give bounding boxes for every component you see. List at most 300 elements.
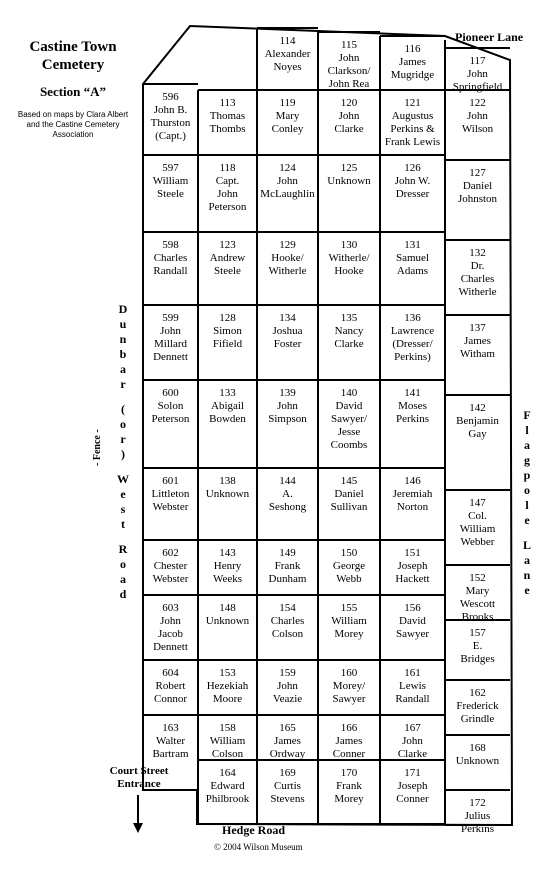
plot-name: Conner <box>332 748 366 760</box>
plot-number: 114 <box>279 35 296 47</box>
plot-name: Conner <box>396 793 429 805</box>
plot-name: Steele <box>214 265 241 277</box>
plot-number: 123 <box>219 239 236 251</box>
plot-name: Witham <box>460 348 495 360</box>
plot-cell-148 <box>206 602 250 627</box>
plot-number: 159 <box>279 667 296 679</box>
plot-name: Colson <box>211 748 244 760</box>
plot-number: 131 <box>404 239 421 251</box>
plot-name: Hooke <box>334 265 364 277</box>
plot-name: Colson <box>271 628 304 640</box>
plot-number: 133 <box>219 387 236 399</box>
road-letter: D <box>118 302 128 316</box>
plot-cell-115 <box>328 39 372 90</box>
plot-name: Webber <box>460 536 495 548</box>
plot-name: (Capt.) <box>155 130 186 142</box>
plot-number: 166 <box>340 722 358 734</box>
plot-number: 165 <box>279 722 296 734</box>
plot-number: 117 <box>469 55 486 67</box>
plot-number: 143 <box>219 547 236 559</box>
plot-name: Robert <box>155 680 186 692</box>
plot-name: Webster <box>152 573 189 585</box>
plot-number: 604 <box>162 667 179 679</box>
road-letter: e <box>120 487 126 501</box>
plot-cell-141 <box>396 387 429 425</box>
plot-name: Alexander <box>264 48 311 60</box>
plot-cell-143 <box>213 547 242 585</box>
plot-name: Sullivan <box>330 501 368 513</box>
plot-cell-122 <box>462 97 494 135</box>
plot-cell-597 <box>153 162 189 200</box>
plot-cell-155 <box>331 602 367 640</box>
plot-number: 601 <box>162 475 179 487</box>
road-letter: g <box>524 453 530 467</box>
road-letter: l <box>525 498 529 512</box>
road-letter: a <box>524 553 530 567</box>
plot-name: Clarkson/ <box>327 65 371 77</box>
plot-name: Steele <box>157 188 184 200</box>
plot-name: Morey/ <box>332 680 366 692</box>
plot-name: Perkins <box>396 413 429 425</box>
plot-name: Simon <box>213 325 242 337</box>
plot-name: Morey <box>334 793 364 805</box>
plot-name: Sawyer <box>332 693 366 705</box>
plot-name: Dennett <box>153 641 188 653</box>
plot-number: 130 <box>340 239 358 251</box>
plot-number: 168 <box>469 742 486 754</box>
road-letter: s <box>120 502 126 516</box>
plot-cell-142 <box>456 402 499 440</box>
plot-name: Lawrence <box>390 325 435 337</box>
plot-cell-600 <box>152 387 190 425</box>
plot-name: Thomas <box>209 110 246 122</box>
plot-number: 124 <box>279 162 296 174</box>
plot-number: 597 <box>162 162 179 174</box>
plot-name: John <box>402 735 423 747</box>
plot-cell-130 <box>328 239 370 277</box>
plot-name: Jacob <box>157 628 184 640</box>
plot-name: Weeks <box>212 573 243 585</box>
plot-number: 120 <box>340 97 358 109</box>
plot-name: Unknown <box>455 755 500 767</box>
plot-cell-117 <box>453 55 503 93</box>
plot-cell-128 <box>213 312 243 350</box>
road-hedge-road: Hedge Road <box>222 823 285 837</box>
plot-number: 127 <box>469 167 486 179</box>
plot-cell-157 <box>460 627 494 665</box>
plot-cell-121 <box>385 97 440 148</box>
road-letter: F <box>523 408 531 422</box>
plot-cell-136 <box>391 312 434 363</box>
plot-name: Benjamin <box>456 415 499 427</box>
road-letter: ( <box>121 402 125 416</box>
plot-name: Norton <box>396 501 429 513</box>
plot-name: Chester <box>153 560 188 572</box>
plot-name: Abigail <box>211 400 244 412</box>
plot-number: 598 <box>162 239 179 251</box>
plot-name: Perkins) <box>394 351 431 363</box>
road-letter: e <box>524 583 530 597</box>
plot-number: 138 <box>219 475 236 487</box>
plot-number: 147 <box>469 497 486 509</box>
plot-number: 136 <box>404 312 421 324</box>
plot-number: 172 <box>469 797 486 809</box>
plot-number: 151 <box>404 547 421 559</box>
road-letter: a <box>120 362 126 376</box>
plot-cell-172 <box>461 797 494 835</box>
plot-cell-138 <box>206 475 250 500</box>
plot-name: Hackett <box>395 573 430 585</box>
road-letter: e <box>524 513 530 527</box>
plot-number: 132 <box>469 247 486 259</box>
plot-name: Conley <box>271 123 304 135</box>
plot-number: 596 <box>162 91 179 103</box>
plot-name: Curtis <box>274 780 301 792</box>
plot-number: 160 <box>340 667 358 679</box>
plot-cell-129 <box>268 239 306 277</box>
road-letter: r <box>120 377 126 391</box>
plot-name: Dresser <box>395 188 430 200</box>
plot-name: John <box>338 52 360 64</box>
plot-name: Foster <box>273 338 302 350</box>
plot-number: 137 <box>469 322 486 334</box>
plot-name: Grindle <box>460 713 495 725</box>
plot-cell-158 <box>210 722 246 760</box>
plot-number: 155 <box>340 602 358 614</box>
plot-name: John Rea <box>328 78 370 90</box>
plot-name: Frank <box>274 560 301 572</box>
plot-name: Perkins <box>461 823 494 835</box>
plot-name: Dunham <box>268 573 307 585</box>
plot-name: Webster <box>152 501 189 513</box>
road-letter: o <box>524 483 530 497</box>
plot-number: 121 <box>404 97 421 109</box>
plot-cell-124 <box>260 162 315 200</box>
road-letter: r <box>120 432 126 446</box>
plot-name: Ordway <box>269 748 306 760</box>
plot-name: Jeremiah <box>392 488 433 500</box>
plot-cell-118 <box>209 162 247 213</box>
plot-cell-167 <box>398 722 427 760</box>
plot-number: 167 <box>404 722 421 734</box>
plot-cell-170 <box>334 767 364 805</box>
plot-number: 169 <box>279 767 296 779</box>
road-letter: p <box>523 468 531 482</box>
plot-number: 119 <box>279 97 296 109</box>
plot-number: 134 <box>279 312 296 324</box>
plot-cell-144 <box>269 475 307 513</box>
plot-name: William <box>331 615 367 627</box>
plot-name: William <box>459 523 496 535</box>
plot-name: Stevens <box>270 793 305 805</box>
plot-name: Bowden <box>209 413 246 425</box>
plot-name: Wescott <box>459 598 496 610</box>
plot-name: Peterson <box>208 201 247 213</box>
plot-name: Unknown <box>327 175 371 187</box>
plot-name: (Dresser/ <box>392 338 433 350</box>
plot-name: James <box>274 735 301 747</box>
plot-cell-135 <box>334 312 364 350</box>
plot-number: 144 <box>279 475 296 487</box>
plot-number: 150 <box>340 547 358 559</box>
plot-cell-169 <box>270 767 304 805</box>
plot-name: Mary <box>465 585 490 597</box>
plot-name: James <box>464 335 491 347</box>
plot-cell-150 <box>333 547 365 585</box>
plot-name: Clarke <box>334 338 364 350</box>
plot-name: Witherle <box>268 265 307 277</box>
plot-number: 140 <box>340 387 358 399</box>
plot-cell-140 <box>331 387 368 451</box>
plot-name: Gay <box>468 428 487 440</box>
plot-cell-114 <box>265 35 311 73</box>
plot-number: 162 <box>469 687 486 699</box>
road-pioneer-lane: Pioneer Lane <box>455 30 524 44</box>
plot-number: 153 <box>219 667 236 679</box>
plot-name: Randall <box>395 693 430 705</box>
plot-name: Charles <box>270 615 305 627</box>
plot-number: 154 <box>279 602 296 614</box>
road-letter: l <box>525 423 529 437</box>
plot-name: E. <box>472 640 483 652</box>
plot-cell-160 <box>333 667 367 705</box>
plot-cell-165 <box>270 722 306 760</box>
plot-name: Daniel <box>462 180 493 192</box>
plot-name: McLaughlin <box>260 188 315 200</box>
plot-name: John <box>277 680 298 692</box>
plot-name: John <box>467 110 488 122</box>
plot-name: Jesse <box>337 426 361 438</box>
plot-name: Andrew <box>209 252 246 264</box>
plot-cell-147 <box>460 497 496 548</box>
road-letter: d <box>119 587 127 601</box>
plot-cell-145 <box>331 475 368 513</box>
plot-number: 603 <box>162 602 179 614</box>
plot-name: Mary <box>275 110 300 122</box>
plot-number: 161 <box>404 667 421 679</box>
road-letter: o <box>120 557 126 571</box>
plot-cell-120 <box>334 97 363 135</box>
plot-cell-153 <box>207 667 249 705</box>
road-letter: u <box>119 317 127 331</box>
plot-name: William <box>152 175 189 187</box>
plot-name: Daniel <box>334 488 364 500</box>
plot-number: 602 <box>162 547 179 559</box>
plot-name: Hooke/ <box>271 252 304 264</box>
plot-name: Perkins & <box>390 123 435 135</box>
plot-cell-168 <box>456 742 500 767</box>
plot-name: Col. <box>468 510 487 522</box>
plot-cell-161 <box>395 667 429 705</box>
plot-name: John <box>467 68 488 80</box>
plot-name: Randall <box>153 265 188 277</box>
plot-name: Clarke <box>397 748 428 760</box>
plot-name: A. <box>282 488 293 500</box>
plot-cell-133 <box>209 387 246 425</box>
plot-cell-137 <box>460 322 495 360</box>
plot-name: Julius <box>464 810 491 822</box>
plot-name: John <box>160 325 181 337</box>
plot-name: Charles <box>153 252 188 264</box>
plot-number: 148 <box>219 602 236 614</box>
plot-name: Connor <box>154 693 187 705</box>
plot-name: Charles <box>460 273 495 285</box>
plot-name: Witherle <box>458 286 497 298</box>
plot-cell-164 <box>206 767 250 805</box>
plot-name: Joshua <box>272 325 303 337</box>
plot-name: Nancy <box>334 325 364 337</box>
plot-name: James <box>335 735 363 747</box>
plot-cell-134 <box>273 312 303 350</box>
plot-number: 170 <box>340 767 358 779</box>
plot-name: David <box>399 615 426 627</box>
plot-name: David <box>335 400 363 412</box>
plot-name: Edward <box>210 780 245 792</box>
plot-name: Sawyer <box>396 628 429 640</box>
plot-cell-154 <box>271 602 305 640</box>
plot-name: Joseph <box>397 560 428 572</box>
plot-name: Webb <box>336 573 362 585</box>
plot-name: Solon <box>157 400 184 412</box>
plot-cell-603 <box>153 602 188 653</box>
plot-cell-156 <box>396 602 429 640</box>
plot-name: Thurston <box>150 117 191 129</box>
plot-number: 600 <box>162 387 179 399</box>
plot-cell-596 <box>151 91 191 142</box>
plot-number: 129 <box>279 239 296 251</box>
plot-number: 145 <box>340 475 358 487</box>
plot-name: John W. <box>394 175 431 187</box>
plot-cell-116 <box>391 43 435 81</box>
plot-number: 599 <box>162 312 179 324</box>
plot-name: Samuel <box>396 252 429 264</box>
plot-cell-132 <box>458 247 496 298</box>
road-letter: ) <box>121 447 125 461</box>
plot-number: 125 <box>340 162 358 174</box>
road-letter: L <box>522 538 531 552</box>
plot-number: 142 <box>469 402 486 414</box>
plot-name: George <box>332 560 366 572</box>
plot-name: Johnston <box>457 193 498 205</box>
plot-name: Augustus <box>391 110 434 122</box>
map-credit: Based on maps by Clara Albert and the Castine Cemetery Association <box>17 110 129 139</box>
plot-cell-162 <box>456 687 499 725</box>
plot-name: Sawyer/ <box>330 413 368 425</box>
plot-number: 141 <box>404 387 421 399</box>
plot-cell-127 <box>458 167 498 205</box>
plot-name: Hezekiah <box>206 680 249 692</box>
plot-name: Adams <box>396 265 429 277</box>
plot-number: 152 <box>469 572 486 584</box>
plot-name: John <box>217 188 238 200</box>
plot-name: Lewis <box>399 680 426 692</box>
plot-cell-151 <box>395 547 429 585</box>
court-street-entrance: Court Street Entrance <box>109 765 169 790</box>
plot-cell-146 <box>393 475 433 513</box>
plot-name: Springfield <box>452 81 503 93</box>
plot-number: 146 <box>404 475 421 487</box>
plot-cell-125 <box>327 162 371 187</box>
plot-name: James <box>399 56 426 68</box>
plot-number: 156 <box>404 602 421 614</box>
plot-number: 158 <box>219 722 236 734</box>
plot-number: 118 <box>219 162 236 174</box>
plot-cell-126 <box>395 162 431 200</box>
plot-cell-131 <box>396 239 429 277</box>
plot-cell-602 <box>153 547 189 585</box>
plot-name: John <box>160 615 181 627</box>
plot-name: Dr. <box>470 260 485 272</box>
plot-name: Walter <box>155 735 186 747</box>
plot-name: Joseph <box>397 780 428 792</box>
plot-name: Unknown <box>205 488 250 500</box>
plot-name: William <box>209 735 246 747</box>
plot-cell-113 <box>209 97 245 135</box>
plot-name: Unknown <box>205 615 250 627</box>
plot-cell-139 <box>268 387 307 425</box>
plot-name: John B. <box>153 104 188 116</box>
plot-cell-149 <box>269 547 307 585</box>
plot-name: Moore <box>212 693 243 705</box>
plot-name: Frederick <box>456 700 499 712</box>
road-letter: b <box>119 347 127 361</box>
plot-cell-159 <box>273 667 302 705</box>
plot-name: Capt. <box>215 175 240 187</box>
plot-name: Henry <box>213 560 242 572</box>
plot-name: Moses <box>398 400 427 412</box>
plot-name: Simpson <box>268 413 307 425</box>
road-letter: a <box>120 572 126 586</box>
road-letter: W <box>117 472 129 486</box>
road-letter: t <box>121 517 125 531</box>
plot-cell-604 <box>154 667 187 705</box>
plot-name: Bartram <box>152 748 189 760</box>
plot-name: John <box>277 175 298 187</box>
plot-name: Fifield <box>212 338 243 350</box>
plot-name: Clarke <box>334 123 364 135</box>
plot-name: Thombs <box>209 123 246 135</box>
plot-number: 116 <box>404 43 421 55</box>
plot-cell-166 <box>333 722 366 760</box>
road-letter: a <box>524 438 530 452</box>
plot-cell-163 <box>152 722 188 760</box>
plot-number: 164 <box>219 767 236 779</box>
plot-cell-119 <box>272 97 304 135</box>
plot-number: 135 <box>340 312 358 324</box>
plot-number: 157 <box>469 627 486 639</box>
plot-name: Seshong <box>268 501 307 513</box>
plot-name: Dennett <box>153 351 188 363</box>
plot-name: Frank <box>336 780 362 792</box>
plot-number: 115 <box>340 39 358 51</box>
plot-name: Witherle/ <box>328 252 370 264</box>
plot-number: 139 <box>279 387 296 399</box>
plot-name: Coombs <box>330 439 368 451</box>
plot-number: 128 <box>219 312 236 324</box>
plot-number: 126 <box>404 162 421 174</box>
road-letter: n <box>119 332 127 346</box>
plot-name: John <box>277 400 298 412</box>
plot-name: Mugridge <box>390 69 435 81</box>
cemetery-title: Castine Town Cemetery <box>29 39 117 73</box>
plot-number: 163 <box>162 722 179 734</box>
plot-number: 113 <box>219 97 236 109</box>
plot-grid <box>143 28 510 825</box>
copyright: © 2004 Wilson Museum <box>214 842 303 852</box>
plot-name: Littleton <box>151 488 190 500</box>
plot-cell-171 <box>396 767 429 805</box>
section-label: Section “A” <box>39 84 107 99</box>
